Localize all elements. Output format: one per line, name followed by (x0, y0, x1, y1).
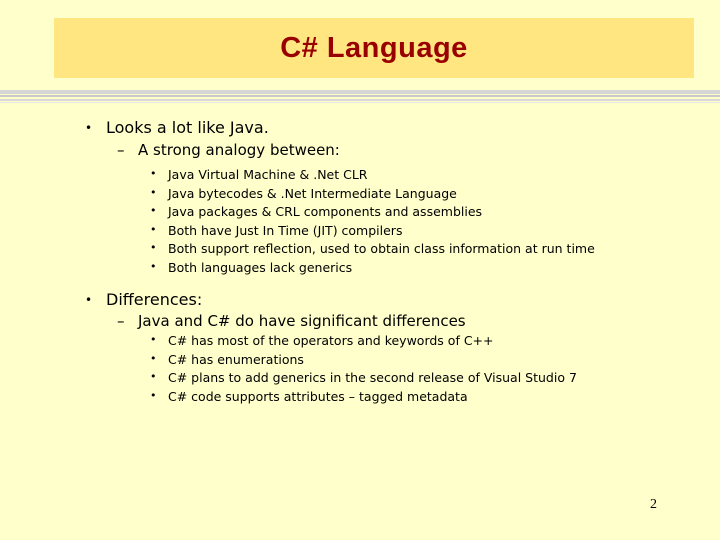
bullet-icon: • (150, 167, 157, 180)
bullet-icon: • (150, 222, 157, 236)
title-divider (0, 90, 720, 103)
dash-icon: – (117, 141, 125, 159)
bullet-icon: • (150, 259, 157, 273)
bullet-icon: • (150, 333, 157, 346)
bullet-icon: • (150, 370, 157, 383)
bullet-icon: • (85, 121, 93, 135)
bullet-icon: • (150, 185, 157, 199)
slide-title: C# Language (280, 31, 468, 64)
section-heading: Differences: (106, 290, 203, 309)
bullet-icon: • (85, 293, 93, 307)
section-subheading: A strong analogy between: (138, 141, 340, 159)
bullet-icon: • (150, 241, 157, 254)
bullet-icon: • (150, 204, 157, 217)
bullet-icon: • (150, 351, 157, 365)
dash-icon: – (117, 312, 125, 330)
section-heading: Looks a lot like Java. (106, 118, 269, 137)
bullet-icon: • (150, 388, 157, 402)
section-subheading: Java and C# do have significant differences (138, 312, 466, 330)
title-banner (54, 18, 694, 78)
page-number: 2 (650, 497, 657, 512)
